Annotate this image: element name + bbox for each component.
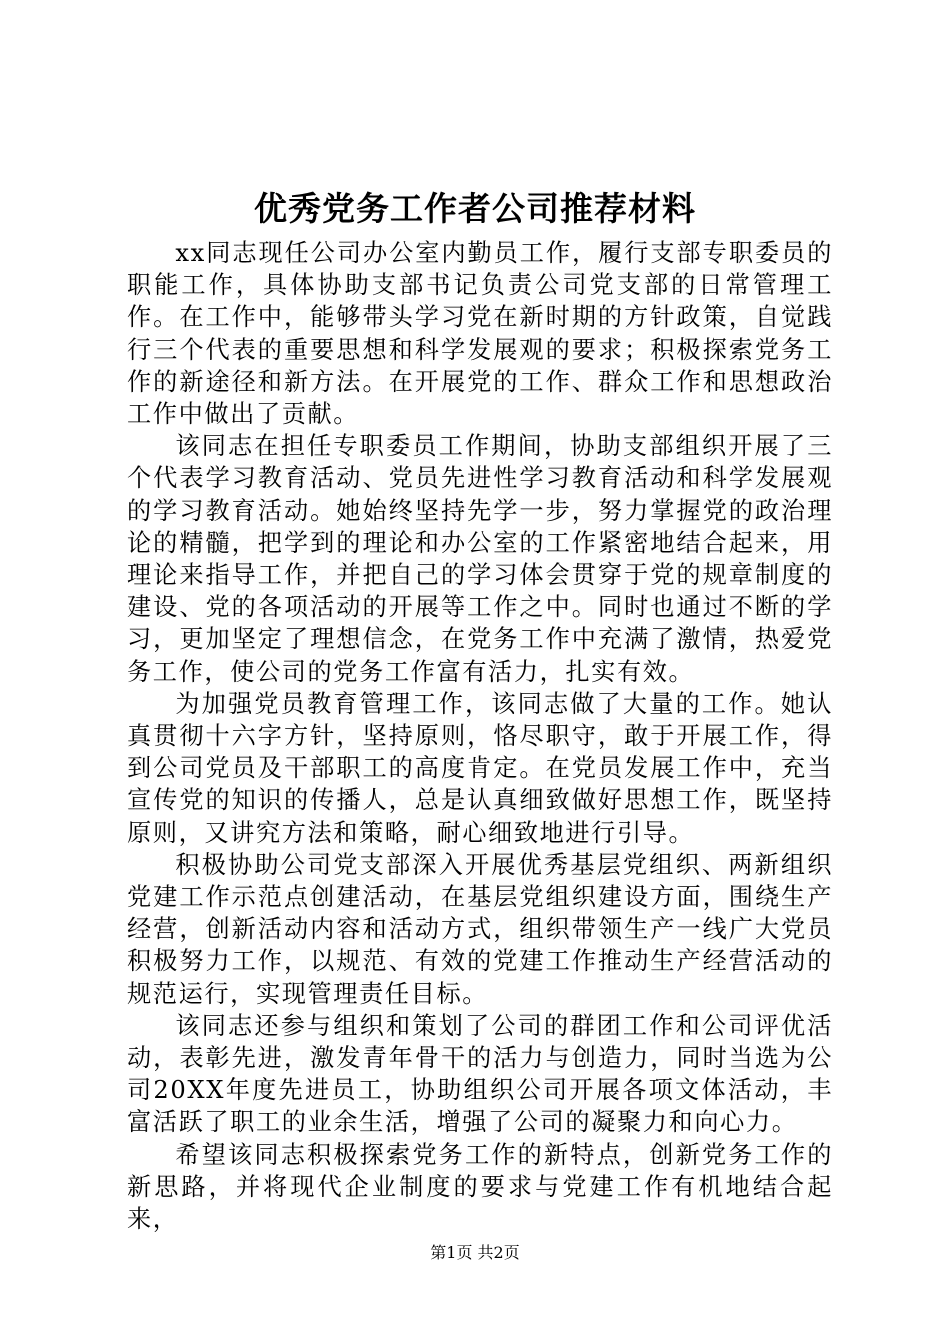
- document-body: [127, 237, 833, 1235]
- paragraph: 该同志还参与组织和策划了公司的群团工作和公司评优活动，表彰先进，激发青年骨干的活力与创造力，同时当选为公司20XX年度先进员工，协助组织公司开展各项文体活动，丰富活跃了职工的业余生活，增强了公司的凝聚力和向心力。: [127, 1011, 833, 1137]
- document-title: 优秀党务工作者公司推荐材料: [254, 189, 696, 228]
- paragraph: 该同志在担任专职委员工作期间，协助支部组织开展了三个代表学习教育活动、党员先进性学习教育活动和科学发展观的学习教育活动。她始终坚持先学一步，努力掌握党的政治理论的精髓，把学到的理论和办公室的工作紧密地结合起来，用理论来指导工作，并把自己的学习体会贯穿于党的规章制度的建设、党的各项活动的开展等工作之中。同时也通过不断的学习，更加坚定了理想信念，在党务工作中充满了激情，热爱党务工作，使公司的党务工作富有活力，扎实有效。: [127, 432, 833, 686]
- page-number-footer: 第1页 共2页: [430, 1243, 520, 1262]
- paragraph: 为加强党员教育管理工作，该同志做了大量的工作。她认真贯彻十六字方针，坚持原则，恪尽职守，敢于开展工作，得到公司党员及干部职工的高度肯定。在党员发展工作中，充当宣传党的知识的传播人，总是认真细致做好思想工作，既坚持原则，又讲究方法和策略，耐心细致地进行引导。: [127, 689, 833, 847]
- paragraph: xx同志现任公司办公室内勤员工作，履行支部专职委员的职能工作，具体协助支部书记负责公司党支部的日常管理工作。在工作中，能够带头学习党在新时期的方针政策，自觉践行三个代表的重要思想和科学发展观的要求；积极探索党务工作的新途径和新方法。在开展党的工作、群众工作和思想政治工作中做出了贡献。: [127, 239, 833, 429]
- paragraph: 希望该同志积极探索党务工作的新特点，创新党务工作的新思路，并将现代企业制度的要求与党建工作有机地结合起来，: [127, 1140, 833, 1234]
- paragraph: 积极协助公司党支部深入开展优秀基层党组织、两新组织党建工作示范点创建活动，在基层党组织建设方面，围绕生产经营，创新活动内容和活动方式，组织带领生产一线广大党员积极努力工作，以规范、有效的党建工作推动生产经营活动的规范运行，实现管理责任目标。: [127, 850, 833, 1008]
